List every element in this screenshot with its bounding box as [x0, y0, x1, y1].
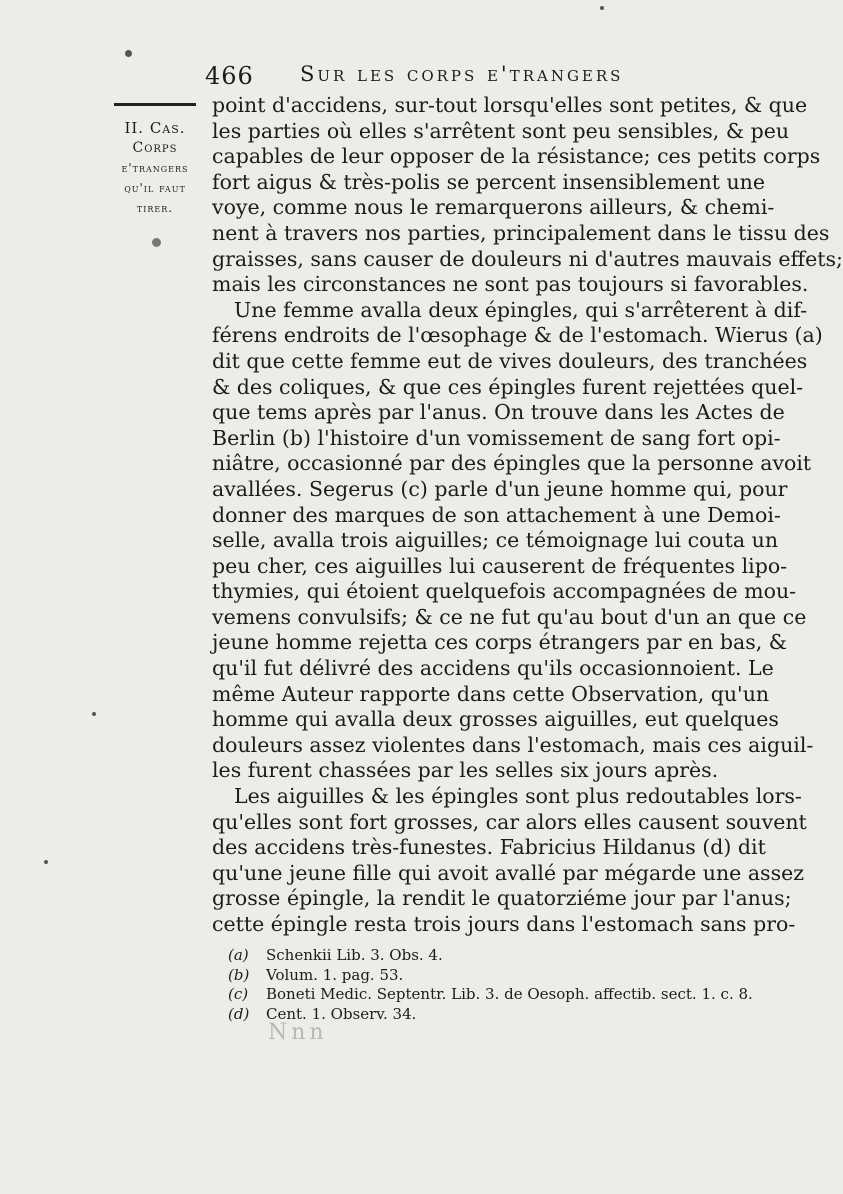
footnote-text: Volum. 1. pag. 53.	[266, 965, 404, 984]
text-line: capables de leur opposer de la résistance; ces petits corps	[212, 144, 821, 169]
text-line: voye, comme nous le remarquerons ailleurs, & chemi-	[212, 195, 775, 220]
margin-note-line: tirer.	[136, 201, 174, 215]
text-line: férens endroits de l'œsophage & de l'estomach. Wierus (a)	[212, 323, 823, 348]
text-line: les parties où elles s'arrêtent sont peu sensibles, & peu	[212, 118, 790, 143]
text-line: qu'elles sont fort grosses, car alors elles causent souvent	[212, 809, 807, 834]
text-line: fort aigus & très-polis se percent insensiblement une	[212, 169, 765, 194]
text-line: jeune homme rejetta ces corps étrangers par en bas, &	[212, 630, 788, 655]
margin-note-line: II. Cas.	[124, 119, 186, 137]
ink-spot	[152, 238, 161, 247]
body-text	[212, 93, 843, 938]
ink-spot	[600, 6, 604, 10]
text-line: Les aiguilles & les épingles sont plus redoutables lors-	[234, 784, 802, 809]
text-line: que tems après par l'anus. On trouve dans les Actes de	[212, 400, 785, 425]
text-line: grosse épingle, la rendit le quatorziéme jour par l'anus;	[212, 886, 792, 911]
page-header	[205, 58, 760, 92]
footnotes	[228, 946, 788, 1024]
footnote-mark: (d)	[228, 1004, 250, 1023]
text-line: thymies, qui étoient quelquefois accompagnées de mou-	[212, 579, 797, 604]
text-line: des accidens très-funestes. Fabricius Hildanus (d) dit	[212, 835, 766, 860]
text-line: niâtre, occasionné par des épingles que la personne avoit	[212, 451, 812, 476]
text-line: qu'il fut délivré des accidens qu'ils occasionnoient. Le	[212, 656, 774, 681]
text-line: graisses, sans causer de douleurs ni d'autres mauvais effets;	[212, 246, 843, 271]
text-line: nent à travers nos parties, principalement dans le tissu des	[212, 220, 830, 245]
text-line: dit que cette femme eut de vives douleurs, des tranchées	[212, 348, 808, 373]
footnote-mark: (c)	[228, 985, 249, 1003]
margin-note-line: e'trangers	[121, 161, 189, 175]
footnote-mark: (a)	[228, 946, 249, 964]
ink-spot	[125, 50, 132, 57]
footnote	[228, 946, 788, 966]
signature-mark: Nnn	[268, 1020, 328, 1045]
text-line: donner des marques de son attachement à une Demoi-	[212, 502, 781, 527]
text-line: les furent chassées par les selles six jours après.	[212, 758, 719, 783]
text-line: peu cher, ces aiguilles lui causerent de fréquentes lipo-	[212, 553, 788, 578]
running-title: Sur les corps e'trangers	[300, 62, 624, 86]
text-line: mais les circonstances ne sont pas toujours si favorables.	[212, 272, 809, 297]
page-number: 466	[205, 62, 254, 90]
footnote	[228, 966, 788, 986]
text-line: Berlin (b) l'histoire d'un vomissement de sang fort opi-	[212, 425, 781, 450]
text-line: douleurs assez violentes dans l'estomach, mais ces aiguil-	[212, 732, 814, 757]
footnote-text: Boneti Medic. Septentr. Lib. 3. de Oesoph. affectib. sect. 1. c. 8.	[266, 985, 753, 1003]
text-line: & des coliques, & que ces épingles furent rejettées quel-	[212, 374, 804, 399]
text-line: même Auteur rapporte dans cette Observation, qu'un	[212, 681, 770, 706]
text-line: qu'une jeune fille qui avoit avallé par mégarde une assez	[212, 860, 805, 885]
text-line: Une femme avalla deux épingles, qui s'arrêterent à dif-	[234, 297, 808, 322]
text-line: avallées. Segerus (c) parle d'un jeune homme qui, pour	[212, 476, 788, 501]
footnote-text: Cent. 1. Observ. 34.	[266, 1004, 417, 1023]
margin-note	[108, 118, 202, 218]
footnote-text: Schenkii Lib. 3. Obs. 4.	[266, 946, 443, 964]
ink-spot	[44, 860, 48, 864]
text-line: cette épingle resta trois jours dans l'estomach sans pro-	[212, 912, 796, 936]
section-rule	[114, 103, 196, 106]
footnote	[228, 985, 788, 1005]
text-line: selle, avalla trois aiguilles; ce témoignage lui couta un	[212, 528, 779, 553]
margin-note-line: Corps	[132, 140, 178, 156]
text-line: homme qui avalla deux grosses aiguilles, eut quelques	[212, 707, 779, 732]
ink-spot	[92, 712, 96, 716]
footnote-mark: (b)	[228, 965, 250, 984]
text-line: point d'accidens, sur-tout lorsqu'elles sont petites, & que	[212, 93, 808, 117]
margin-note-line: qu'il faut	[124, 181, 186, 195]
text-line: vemens convulsifs; & ce ne fut qu'au bout d'un an que ce	[212, 604, 807, 629]
